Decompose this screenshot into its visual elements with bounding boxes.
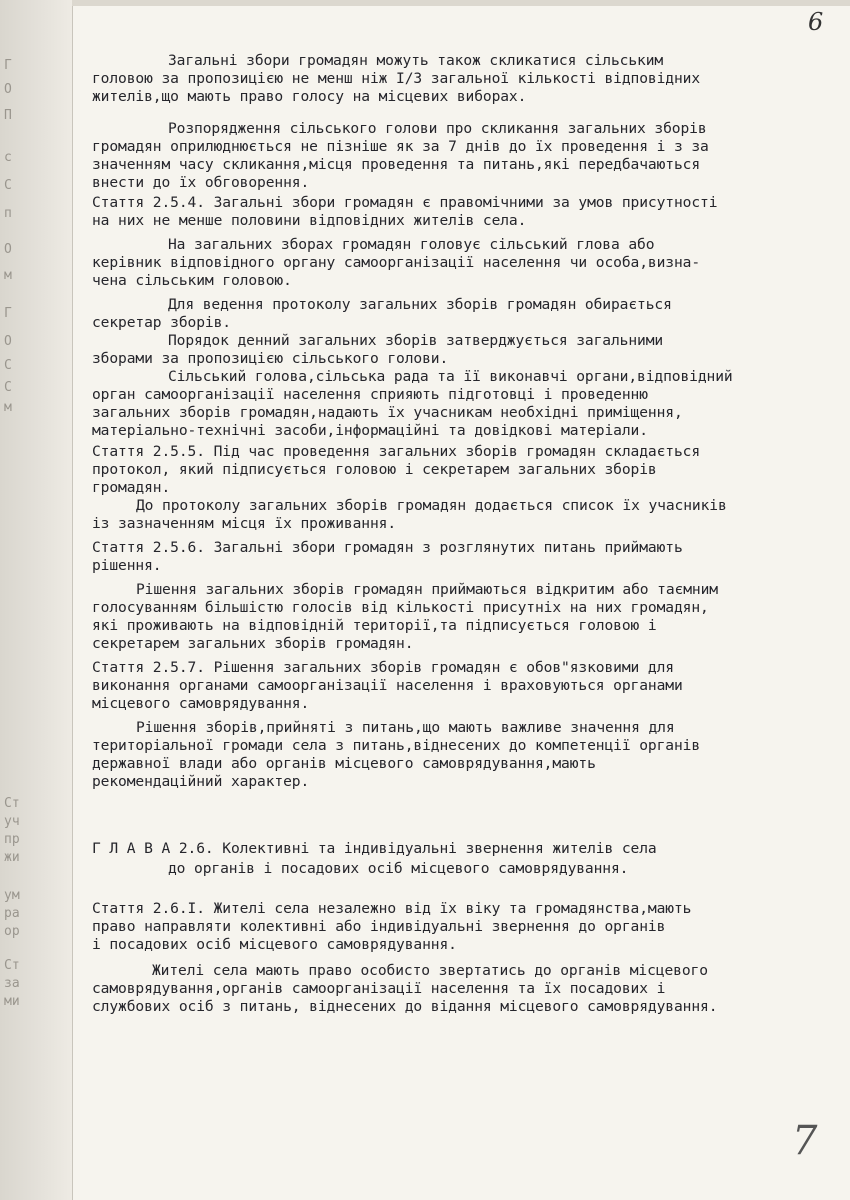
text-line: До протоколу загальних зборів громадян додається список їх учасників xyxy=(136,497,727,514)
margin-fragment: пр xyxy=(4,832,20,847)
text-line: протокол, який підписується головою і секретарем загальних зборів xyxy=(92,461,657,478)
article-heading: Стаття 2.5.7. Рішення загальних зборів громадян є обов"язковими для xyxy=(92,659,674,676)
text-line: орган самоорганізації населення сприяють підготовці і проведенню xyxy=(92,386,648,403)
page-number-top: 6 xyxy=(808,8,824,36)
text-line: право направляти колективні або індивідуальні звернення до органів xyxy=(92,918,666,935)
text-line: із зазначенням місця їх проживання. xyxy=(92,515,397,532)
page-number-bottom: 7 xyxy=(792,1118,818,1164)
text-line: керівник відповідного органу самоорганізації населення чи особа,визна- xyxy=(92,254,701,271)
text-line: секретарем загальних зборів громадян. xyxy=(92,635,414,652)
margin-fragment: С xyxy=(4,178,12,193)
article-heading: Стаття 2.5.4. Загальні збори громадян є правомічними за умов присутності xyxy=(92,194,718,211)
chapter-heading: Г Л А В А 2.6. Колективні та індивідуальні звернення жителів села xyxy=(92,840,657,857)
margin-fragment: ми xyxy=(4,994,20,1009)
margin-fragment: С xyxy=(4,380,12,395)
text-line: на них не менше половини відповідних жителів села. xyxy=(92,212,527,229)
text-line: державної влади або органів місцевого самоврядування,мають xyxy=(92,755,596,772)
text-line: виконання органами самоорганізації населення і враховуються органами xyxy=(92,677,683,694)
text-line: Розпорядження сільського голови про скликання загальних зборів xyxy=(168,120,707,137)
text-line: самоврядування,органів самоорганізації населення та їх посадових і xyxy=(92,980,666,997)
text-line: і посадових осіб місцевого самоврядування. xyxy=(92,936,457,953)
text-line: громадян оприлюднюється не пізніше як за 7 днів до їх проведення і з за xyxy=(92,138,709,155)
text-line: загальних зборів громадян,надають їх учасникам необхідні приміщення, xyxy=(92,404,683,421)
text-line: громадян. xyxy=(92,479,171,496)
text-line: Сільський голова,сільська рада та її виконавчі органи,відповідний xyxy=(168,368,733,385)
page-top-edge xyxy=(72,0,850,6)
text-line: Для ведення протоколу загальних зборів громадян обирається xyxy=(168,296,672,313)
margin-fragment: жи xyxy=(4,850,20,865)
text-line: чена сільським головою. xyxy=(92,272,292,289)
text-line: службових осіб з питань, віднесених до відання місцевого самоврядування. xyxy=(92,998,718,1015)
text-line: які проживають на відповідній території,та підписується головою і xyxy=(92,617,657,634)
margin-fragment: О xyxy=(4,82,12,97)
chapter-heading: до органів і посадових осіб місцевого самоврядування. xyxy=(168,860,629,877)
text-line: Рішення загальних зборів громадян приймаються відкритим або таємним xyxy=(136,581,718,598)
margin-fragment: Г xyxy=(4,58,12,73)
text-line: головою за пропозицією не менш ніж І/3 загальної кількості відповідних xyxy=(92,70,701,87)
margin-fragment: О xyxy=(4,242,12,257)
article-heading: Стаття 2.5.6. Загальні збори громадян з розглянутих питань приймають xyxy=(92,539,683,556)
text-line: Жителі села мають право особисто звертатись до органів місцевого xyxy=(152,962,708,979)
margin-fragment: П xyxy=(4,108,12,123)
text-line: територіальної громади села з питань,віднесених до компетенції органів xyxy=(92,737,701,754)
text-line: матеріально-технічні засоби,інформаційні та довідкові матеріали. xyxy=(92,422,648,439)
margin-fragment: Ст xyxy=(4,796,20,811)
text-line: секретар зборів. xyxy=(92,314,231,331)
margin-fragment: Ст xyxy=(4,958,20,973)
margin-fragment: м xyxy=(4,400,12,415)
margin-fragment: с xyxy=(4,150,12,165)
text-line: рекомендаційний характер. xyxy=(92,773,310,790)
margin-fragment: за xyxy=(4,976,20,991)
text-line: зборами за пропозицією сільського голови. xyxy=(92,350,449,367)
text-line: Порядок денний загальних зборів затверджується загальними xyxy=(168,332,664,349)
article-heading: Стаття 2.5.5. Під час проведення загальних зборів громадян складається xyxy=(92,443,701,460)
text-line: На загальних зборах громадян головує сільський глова або xyxy=(168,236,655,253)
text-line: місцевого самоврядування. xyxy=(92,695,310,712)
text-line: Загальні збори громадян можуть також скликатися сільським xyxy=(168,52,664,69)
margin-fragment: ра xyxy=(4,906,20,921)
margin-fragment: Г xyxy=(4,306,12,321)
margin-fragment: ум xyxy=(4,888,20,903)
margin-fragment: м xyxy=(4,268,12,283)
margin-fragment: уч xyxy=(4,814,20,829)
margin-fragment: ор xyxy=(4,924,20,939)
margin-fragment: п xyxy=(4,206,12,221)
margin-fragment: О xyxy=(4,334,12,349)
text-line: голосуванням більшістю голосів від кількості присутніх на них громадян, xyxy=(92,599,709,616)
text-line: внести до їх обговорення. xyxy=(92,174,310,191)
article-heading: Стаття 2.6.І. Жителі села незалежно від їх віку та громадянства,мають xyxy=(92,900,692,917)
text-line: рішення. xyxy=(92,557,162,574)
text-line: жителів,що мають право голосу на місцевих виборах. xyxy=(92,88,527,105)
margin-fragment: С xyxy=(4,358,12,373)
text-line: Рішення зборів,прийняті з питань,що мають важливе значення для xyxy=(136,719,675,736)
text-line: значенням часу скликання,місця проведення та питань,які передбачаються xyxy=(92,156,701,173)
